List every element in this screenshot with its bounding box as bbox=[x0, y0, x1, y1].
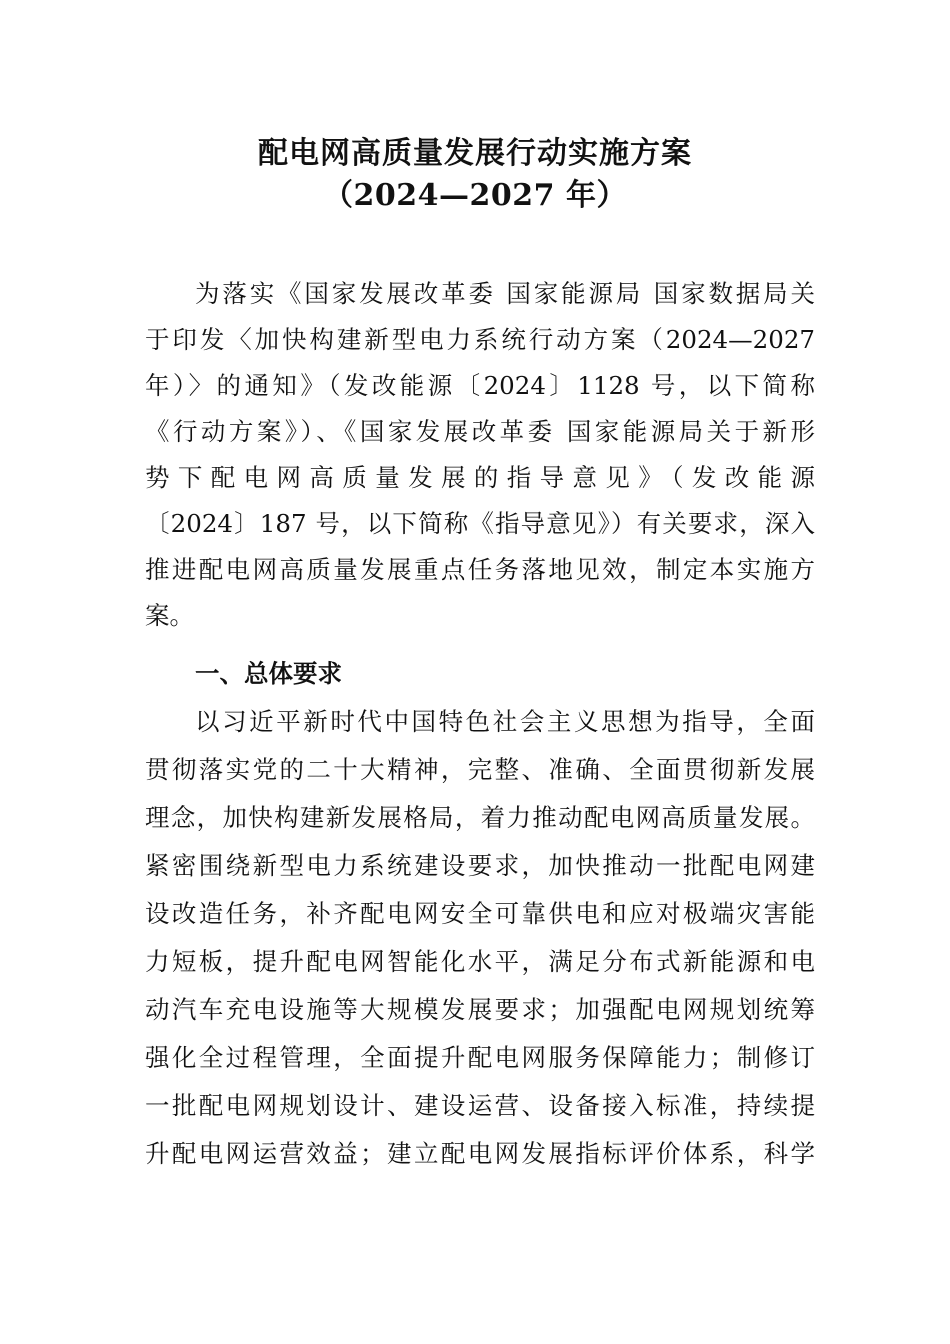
paragraph-line: 推进配电网高质量发展重点任务落地见效，制定本实施方 bbox=[145, 555, 815, 584]
document-title: 配电网高质量发展行动实施方案 bbox=[258, 136, 692, 171]
paragraph-line: 势下配电网高质量发展的指导意见》（发改能源 bbox=[145, 463, 815, 492]
document-subtitle: （2024—2027 年） bbox=[323, 178, 627, 213]
paragraph-line: 动汽车充电设施等大规模发展要求；加强配电网规划统筹 bbox=[145, 995, 815, 1024]
paragraph-line: 紧密围绕新型电力系统建设要求，加快推动一批配电网建 bbox=[145, 851, 815, 880]
paragraph-line: 贯彻落实党的二十大精神，完整、准确、全面贯彻新发展 bbox=[145, 755, 815, 784]
paragraph-line: 为落实《国家发展改革委 国家能源局 国家数据局关 bbox=[195, 279, 815, 308]
paragraph-line: 《行动方案》）、《国家发展改革委 国家能源局关于新形 bbox=[145, 417, 815, 446]
paragraph-line: 设改造任务，补齐配电网安全可靠供电和应对极端灾害能 bbox=[145, 899, 815, 928]
paragraph-line: 以习近平新时代中国特色社会主义思想为指导，全面 bbox=[195, 707, 815, 736]
paragraph-line: 年）〉的通知》（发改能源〔2024〕1128 号，以下简称 bbox=[145, 371, 815, 400]
section-heading: 一、总体要求 bbox=[195, 659, 342, 688]
paragraph-line: 理念，加快构建新发展格局，着力推动配电网高质量发展。 bbox=[145, 803, 815, 832]
paragraph-line: 〔2024〕187 号，以下简称《指导意见》）有关要求，深入 bbox=[145, 509, 815, 538]
paragraph-line: 力短板，提升配电网智能化水平，满足分布式新能源和电 bbox=[145, 947, 815, 976]
paragraph-line: 于印发〈加快构建新型电力系统行动方案（2024—2027 bbox=[145, 325, 815, 354]
paragraph-line: 一批配电网规划设计、建设运营、设备接入标准，持续提 bbox=[145, 1091, 815, 1120]
paragraph-line: 案。 bbox=[145, 601, 194, 630]
paragraph-line: 强化全过程管理，全面提升配电网服务保障能力；制修订 bbox=[145, 1043, 815, 1072]
paragraph-line: 升配电网运营效益；建立配电网发展指标评价体系，科学 bbox=[145, 1139, 815, 1168]
